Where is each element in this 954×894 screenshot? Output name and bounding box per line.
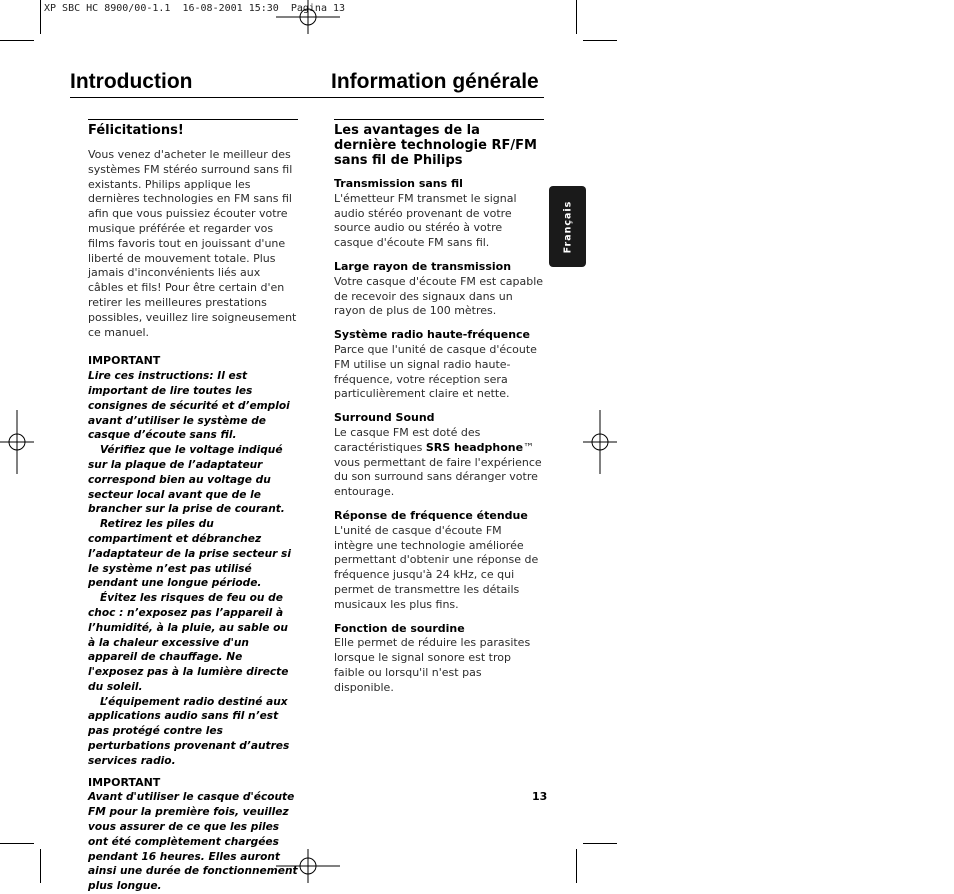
feature-body: Votre casque d'écoute FM est capable de recevoir des signaux dans un rayon de plus de 100 mètres.: [334, 274, 544, 318]
language-tab-label: Français: [562, 200, 573, 253]
feature-heading: Réponse de fréquence étendue: [334, 508, 528, 522]
feature-body: Elle permet de réduire les parasites lorsque le signal sonore est trop faible ou lorsqu'il n'est pas disponible.: [334, 636, 531, 694]
safety-warning: L’équipement radio destiné aux applications audio sans fil n’est pas protégé contre les perturbations provenant d’autres services radio.: [88, 695, 290, 767]
safety-warning: Lire ces instructions: Il est important de lire toutes les consignes de sécurité et d’emploi avant d’utiliser le système de casque d’écoute sans fil.: [88, 370, 290, 442]
column-rule: [88, 119, 298, 120]
feature-heading: Transmission sans fil: [334, 177, 463, 190]
intro-paragraph: Vous venez d'acheter le meilleur des systèmes FM stéréo surround sans fil existants. Philips applique les dernières technologies en FM sans fil afin que vous puissiez écouter votre musique préférée et regarder vos films favoris tout en jouissant d'une liberté de mouvement totale. Plus jamais d'inconvénients liés aux câbles et fils! Pour être certain d'en retirer les meilleures prestations possibles, veuillez lire soigneusement ce manuel.: [88, 148, 297, 339]
feature-body: Parce que l'unité de casque d'écoute FM utilise un signal radio haute-fréquence, votre réception sera particulièrement claire et nette.: [334, 342, 537, 401]
heading-information-generale: Information générale: [331, 70, 539, 93]
heading-rule: [70, 97, 544, 98]
crop-mark: [576, 849, 577, 883]
heading-introduction: Introduction: [70, 70, 193, 93]
crop-mark: [0, 40, 34, 41]
battery-warning-text: Elles auront ainsi une durée de fonctionnement plus longue.: [88, 850, 298, 893]
registration-mark-top: [276, 0, 340, 34]
registration-mark-left: [0, 410, 34, 474]
important-label: IMPORTANT: [88, 354, 161, 368]
print-slug-line: XP SBC HC 8900/00-1.1 16-08-2001 15:30 Pagina 13: [44, 3, 346, 14]
safety-warning: Retirez les piles du compartiment et débranchez l’adaptateur de la prise secteur si le système n’est pas utilisé pendant une longue période.: [88, 518, 291, 590]
safety-warning: Évitez les risques de feu ou de choc : n’exposez pas l’appareil à l’humidité, à la pluie, au sable ou à la chaleur excessive d'un appareil de chauffage. Ne l'exposez pas à la lumière directe du soleil.: [88, 592, 289, 693]
crop-mark: [40, 849, 41, 883]
crop-mark: [40, 0, 41, 34]
crop-mark: [583, 40, 617, 41]
feature-heading: Surround Sound: [334, 411, 435, 425]
feature-body: [334, 426, 544, 500]
section-title-felicitations: Félicitations!: [88, 123, 184, 138]
registration-mark-right: [583, 410, 617, 474]
feature-body: L'émetteur FM transmet le signal audio stéréo provenant de votre source audio ou stéréo à votre casque d'écoute FM sans fil.: [334, 191, 517, 250]
feature-heading: Système radio haute-fréquence: [334, 328, 531, 342]
trademark-symbol: ™: [523, 440, 535, 454]
battery-warning-text: Avant d'utiliser le casque d'écoute FM pour la première fois, veuillez vous assurer de ce que les piles ont été complètement chargées pendant: [88, 791, 295, 863]
battery-warning: [88, 790, 298, 894]
srs-brand: SRS headphone: [425, 440, 524, 454]
feature-heading: Fonction de sourdine: [334, 621, 465, 635]
crop-mark: [583, 843, 617, 844]
surround-text: Le casque FM est doté des caractéristiques: [334, 425, 481, 454]
page-number: 13: [532, 790, 548, 803]
surround-text: vous permettant de faire l'expérience du son surround sans déranger votre entourage.: [334, 455, 542, 499]
important-label: IMPORTANT: [88, 775, 161, 789]
safety-warning: Vérifiez que le voltage indiqué sur la plaque de l’adaptateur correspond bien au voltage du secteur local avant que de le brancher sur la prise de courant.: [88, 444, 285, 516]
section-title-avantages: Les avantages de la dernière technologie RF/FM sans fil de Philips: [334, 123, 537, 168]
column-rule: [334, 119, 544, 120]
charge-duration: 16 heures.: [141, 850, 205, 863]
crop-mark: [576, 0, 577, 34]
right-column: [334, 119, 544, 696]
feature-body: L'unité de casque d'écoute FM intègre une technologie améliorée permettant d'obtenir une réponse de fréquence jusqu'à 24 kHz, ce qui permet de transmettre les détails musicaux les plus fins.: [334, 523, 539, 611]
crop-mark: [0, 843, 34, 844]
left-column: [88, 119, 298, 894]
feature-heading: Large rayon de transmission: [334, 259, 512, 273]
language-tab: [549, 186, 586, 267]
